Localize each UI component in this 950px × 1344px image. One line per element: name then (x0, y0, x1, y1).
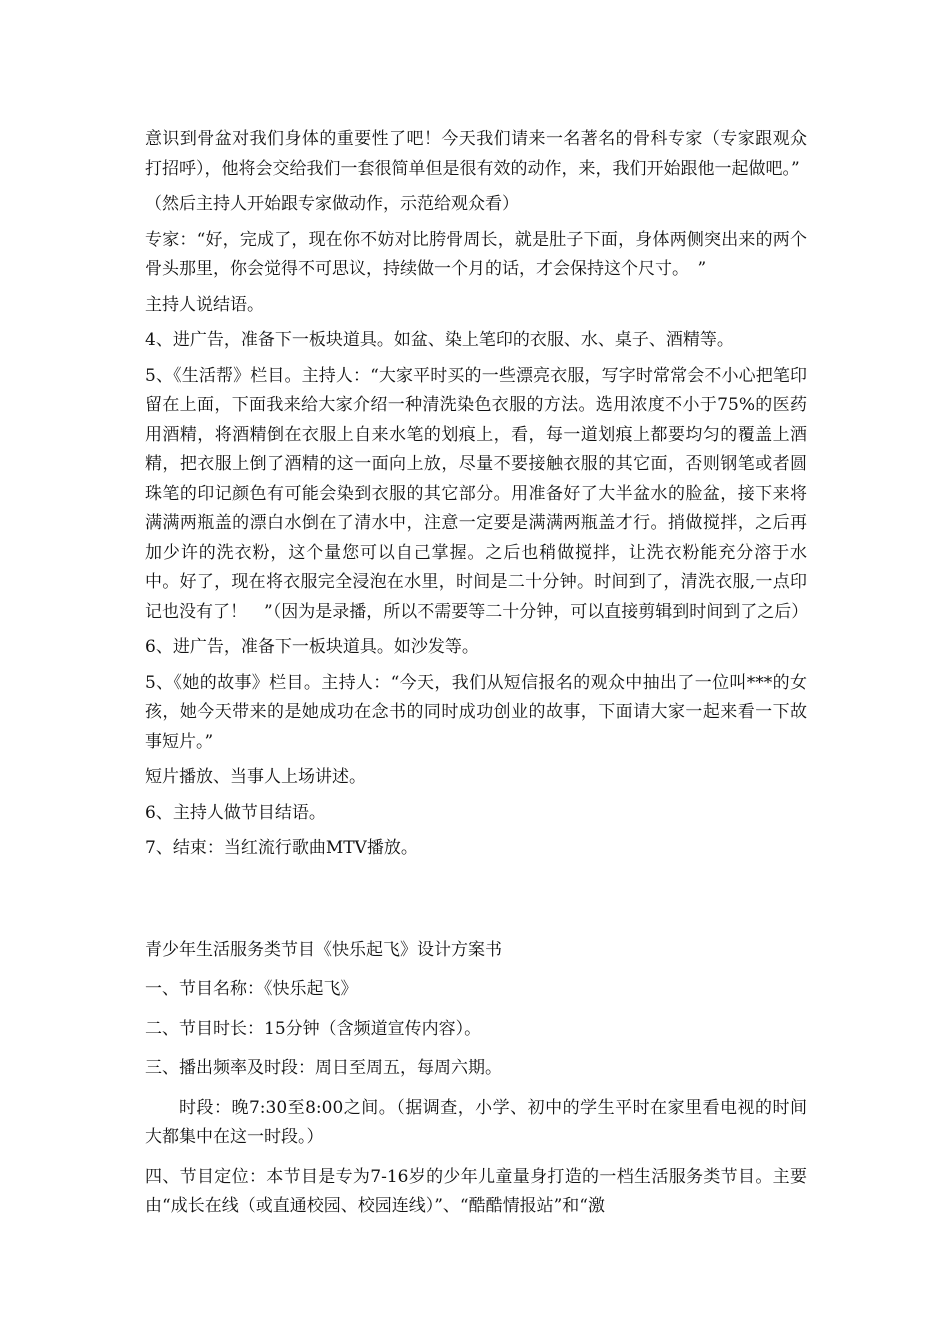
paragraph-expert-intro: 意识到骨盆对我们身体的重要性了吧！今天我们请来一名著名的骨科专家（专家跟观众打招呼），他将会交给我们一套很简单但是很有效的动作，来，我们开始跟他一起做吧。” (145, 129, 807, 179)
paragraph-host-conclusion: 6、主持人做节目结语。 (145, 802, 326, 823)
section-item-duration: 二、节目时长：15分钟（含频道宣传内容）。 (145, 1018, 482, 1039)
paragraph-stage-direction: （然后主持人开始跟专家做动作，示范给观众看） (145, 194, 519, 214)
section-item-positioning: 四、节目定位：本节目是专为7-16岁的少年儿童量身打造的一档生活服务类节目。主要由“成长在线（或直通校园、校园连线）”、“酷酷情报站”和“激 (145, 1166, 807, 1216)
paragraph-expert-speech: 专家：“好，完成了，现在你不妨对比胯骨周长，就是肚子下面，身体两侧突出来的两个骨头那里，你会觉得不可思议，持续做一个月的话，才会保持这个尺寸。 ” (145, 229, 807, 279)
paragraph-ad-break-2: 6、进广告，准备下一板块道具。如沙发等。 (145, 637, 479, 657)
section-title: 青少年生活服务类节目《快乐起飞》设计方案书 (145, 939, 502, 960)
section-item-timeslot: 时段：晚7:30至8:00之间。（据调查，小学、初中的学生平时在家里看电视的时间大都集中在这一时段。） (145, 1097, 807, 1147)
paragraph-host-closing: 主持人说结语。 (145, 294, 264, 315)
paragraph-her-story-segment: 5、《她的故事》栏目。主持人：“今天，我们从短信报名的观众中抽出了一位叫***的女孩，她今天带来的是她成功在念书的同时成功创业的故事，下面请大家一起来看一下故事短片。” (145, 672, 807, 752)
paragraph-ending: 7、结束：当红流行歌曲MTV播放。 (145, 838, 418, 858)
paragraph-life-help-segment: 5、《生活帮》栏目。主持人：“大家平时买的一些漂亮衣服，写字时常常会不小心把笔印留在上面，下面我来给大家介绍一种清洗染色衣服的方法。选用浓度不小于75%的医药用酒精，将酒精倒在衣服上自来水笔的划痕上，看，每一道划痕上都要均匀的覆盖上酒精，把衣服上倒了酒精的这一面向上放，尽量不要接触衣服的其它面，否则钢笔或者圆珠笔的印记颜色有可能会染到衣服的其它部分。用准备好了大半盆水的脸盆，接下来将满满两瓶盖的漂白水倒在了清水中，注意一定要是满满两瓶盖才行。捎做搅拌，之后再加少许的洗衣粉，这个量您可以自己掌握。之后也稍做搅拌，让洗衣粉能充分溶于水中。好了，现在将衣服完全浸泡在水里，时间是二十分钟。时间到了，清洗衣服,一点印记也没有了！ ”（因为是录播，所以不需要等二十分钟，可以直接剪辑到时间到了之后） (145, 365, 809, 622)
document-body (145, 125, 807, 1222)
paragraph-ad-break-1: 4、进广告，准备下一板块道具。如盆、染上笔印的衣服、水、桌子、酒精等。 (145, 330, 734, 350)
section-item-frequency: 三、播出频率及时段：周日至周五，每周六期。 (145, 1058, 502, 1078)
paragraph-short-film: 短片播放、当事人上场讲述。 (145, 767, 366, 787)
section-item-program-name: 一、节目名称：《快乐起飞》 (145, 979, 358, 999)
